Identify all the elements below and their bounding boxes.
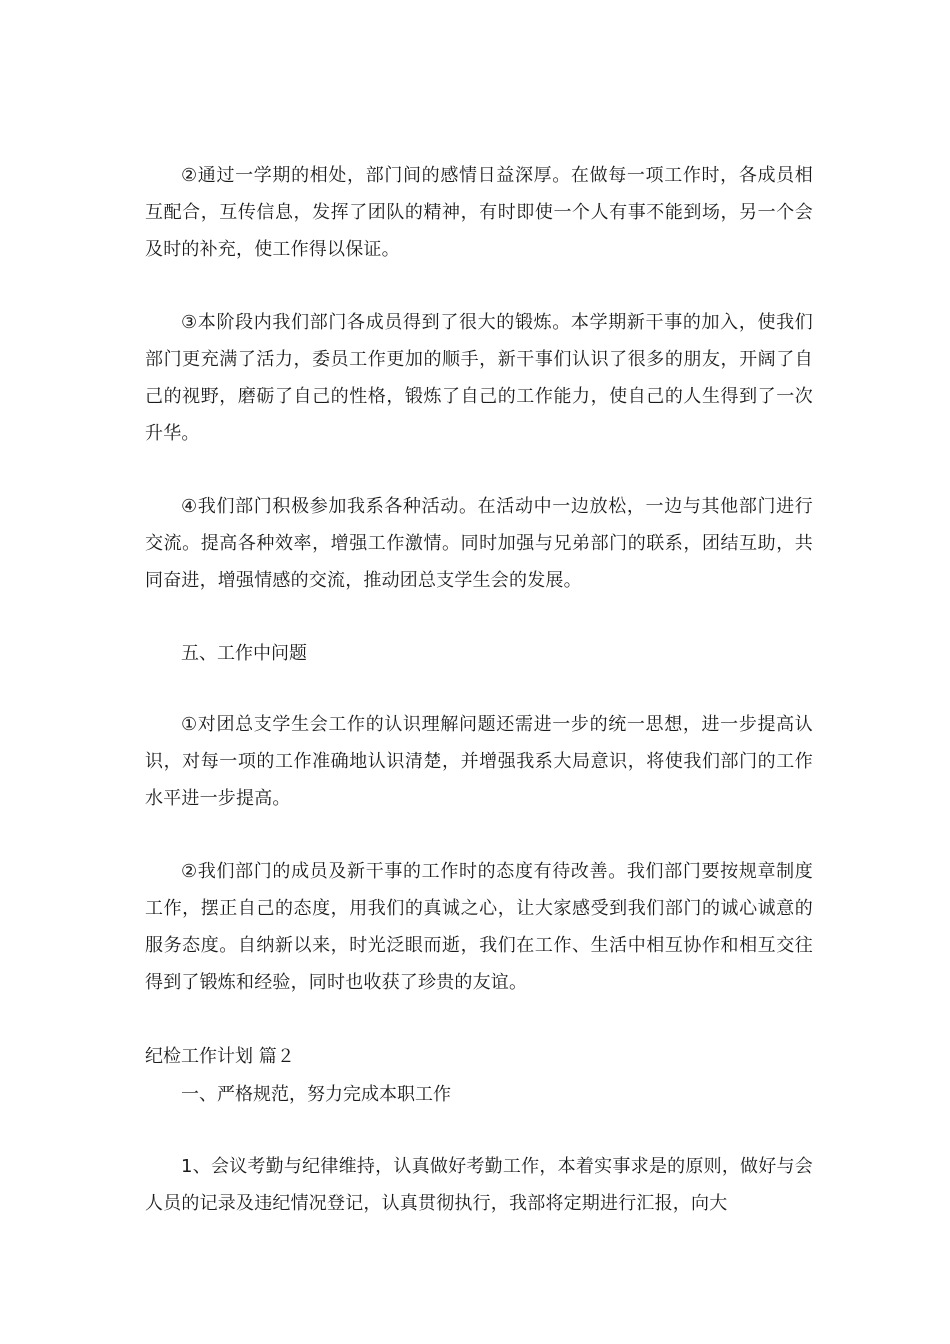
paragraph-understanding: ①对团总支学生会工作的认识理解问题还需进一步的统一思想，进一步提高认识，对每一项的工作准确地认识清楚，并增强我系大局意识，将使我们部门的工作水平进一步提高。 — [145, 714, 813, 809]
subheading-duties: 一、严格规范，努力完成本职工作 — [181, 1084, 451, 1105]
paragraph-activities: ④我们部门积极参加我系各种活动。在活动中一边放松，一边与其他部门进行交流。提高各种效率，增强工作激情。同时加强与兄弟部门的联系，团结互助，共同奋进，增强情感的交流，推动团总支学生会的发展。 — [145, 496, 813, 591]
paragraph-attitude: ②我们部门的成员及新干事的工作时的态度有待改善。我们部门要按规章制度工作，摆正自己的态度，用我们的真诚之心，让大家感受到我们部门的诚心诚意的服务态度。自纳新以来，时光泛眼而逝，我们在工作、生活中相互协作和相互交往得到了锻炼和经验，同时也收获了珍贵的友谊。 — [145, 861, 813, 993]
paragraph-teamwork: ②通过一学期的相处，部门间的感情日益深厚。在做每一项工作时，各成员相互配合，互传信息，发挥了团队的精神，有时即使一个人有事不能到场，另一个会及时的补充，使工作得以保证。 — [145, 165, 813, 260]
section-title: 纪检工作计划 篇２ — [145, 1046, 295, 1067]
heading-problems: 五、工作中问题 — [181, 643, 307, 664]
paragraph-training: ③本阶段内我们部门各成员得到了很大的锻炼。本学期新干事的加入，使我们部门更充满了活力，委员工作更加的顺手，新干事们认识了很多的朋友，开阔了自己的视野，磨砺了自己的性格，锻炼了自己的工作能力，使自己的人生得到了一次升华。 — [145, 312, 813, 444]
paragraph-attendance: 1、会议考勤与纪律维持，认真做好考勤工作，本着实事求是的原则，做好与会人员的记录及违纪情况登记，认真贯彻执行，我部将定期进行汇报，向大 — [145, 1156, 813, 1214]
